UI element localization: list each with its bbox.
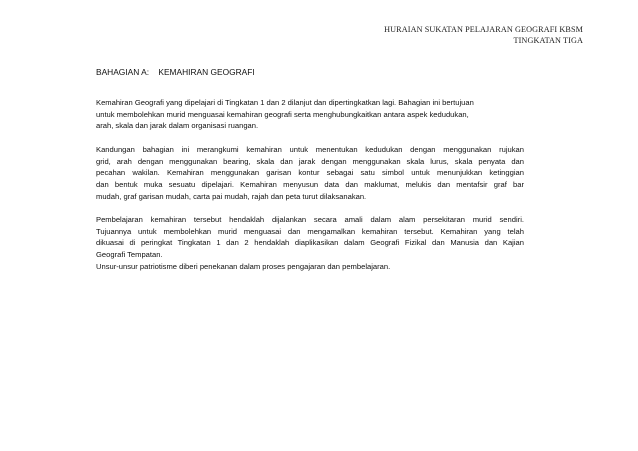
paragraph-4 <box>96 261 524 273</box>
paragraph-line: Geografi Tempatan. <box>96 250 163 260</box>
paragraph-line: Tujuannya untuk membolehkan murid menguasai dan mengamalkan kemahiran tersebut. Kemahiran yang telah <box>96 226 524 236</box>
paragraph-2 <box>96 144 524 203</box>
paragraph-line: Kemahiran Geografi yang dipelajari di Tingkatan 1 dan 2 dilanjut dan dipertingkatkan lagi. Bahagian ini bertujuan <box>96 98 474 107</box>
paragraph-line: Pembelajaran kemahiran tersebut hendaklah dijalankan secara amali dalam alam persekitaran murid sendiri. <box>96 215 524 224</box>
paragraph-line: Unsur-unsur patriotisme diberi penekanan dalam proses pengajaran dan pembelajaran. <box>96 262 391 271</box>
paragraph-1 <box>96 97 524 132</box>
paragraph-line: untuk membolehkan murid menguasai kemahiran geografi serta menghubungkaitkan antara aspek kedudukan, <box>96 109 469 119</box>
header-title-line: HURAIAN SUKATAN PELAJARAN GEOGRAFI KBSM <box>384 25 583 34</box>
paragraph-3 <box>96 214 524 261</box>
paragraph-line: grid, arah dengan menggunakan bearing, skala dan jarak dengan menggunakan skala lurus, skala penyata dan <box>96 156 524 166</box>
paragraph-line: arah, skala dan jarak dalam organisasi ruangan. <box>96 121 259 131</box>
section-heading: BAHAGIAN A: KEMAHIRAN GEOGRAFI <box>96 67 255 77</box>
paragraph-line: Kandungan bahagian ini merangkumi kemahiran untuk menentukan kedudukan dengan menggunakan rujukan <box>96 145 524 154</box>
page-header <box>384 24 583 46</box>
paragraph-line: mudah, graf garisan mudah, carta pai mudah, rajah dan peta turut dilaksanakan. <box>96 191 367 201</box>
paragraph-line: dikuasai di peringkat Tingkatan 1 dan 2 hendaklah diaplikasikan dalam Geografi Fizikal dan Manusia dan Kajian <box>96 238 524 248</box>
header-subtitle-line: TINGKATAN TIGA <box>513 36 583 45</box>
paragraph-line: pecahan wakilan. Kemahiran menggunakan garisan kontur sebagai satu simbol untuk menunjukkan ketinggian <box>96 168 524 178</box>
paragraph-line: dan bentuk muka sesuatu dipelajari. Kemahiran menyusun data dan maklumat, melukis dan mentafsir graf bar <box>96 180 524 190</box>
